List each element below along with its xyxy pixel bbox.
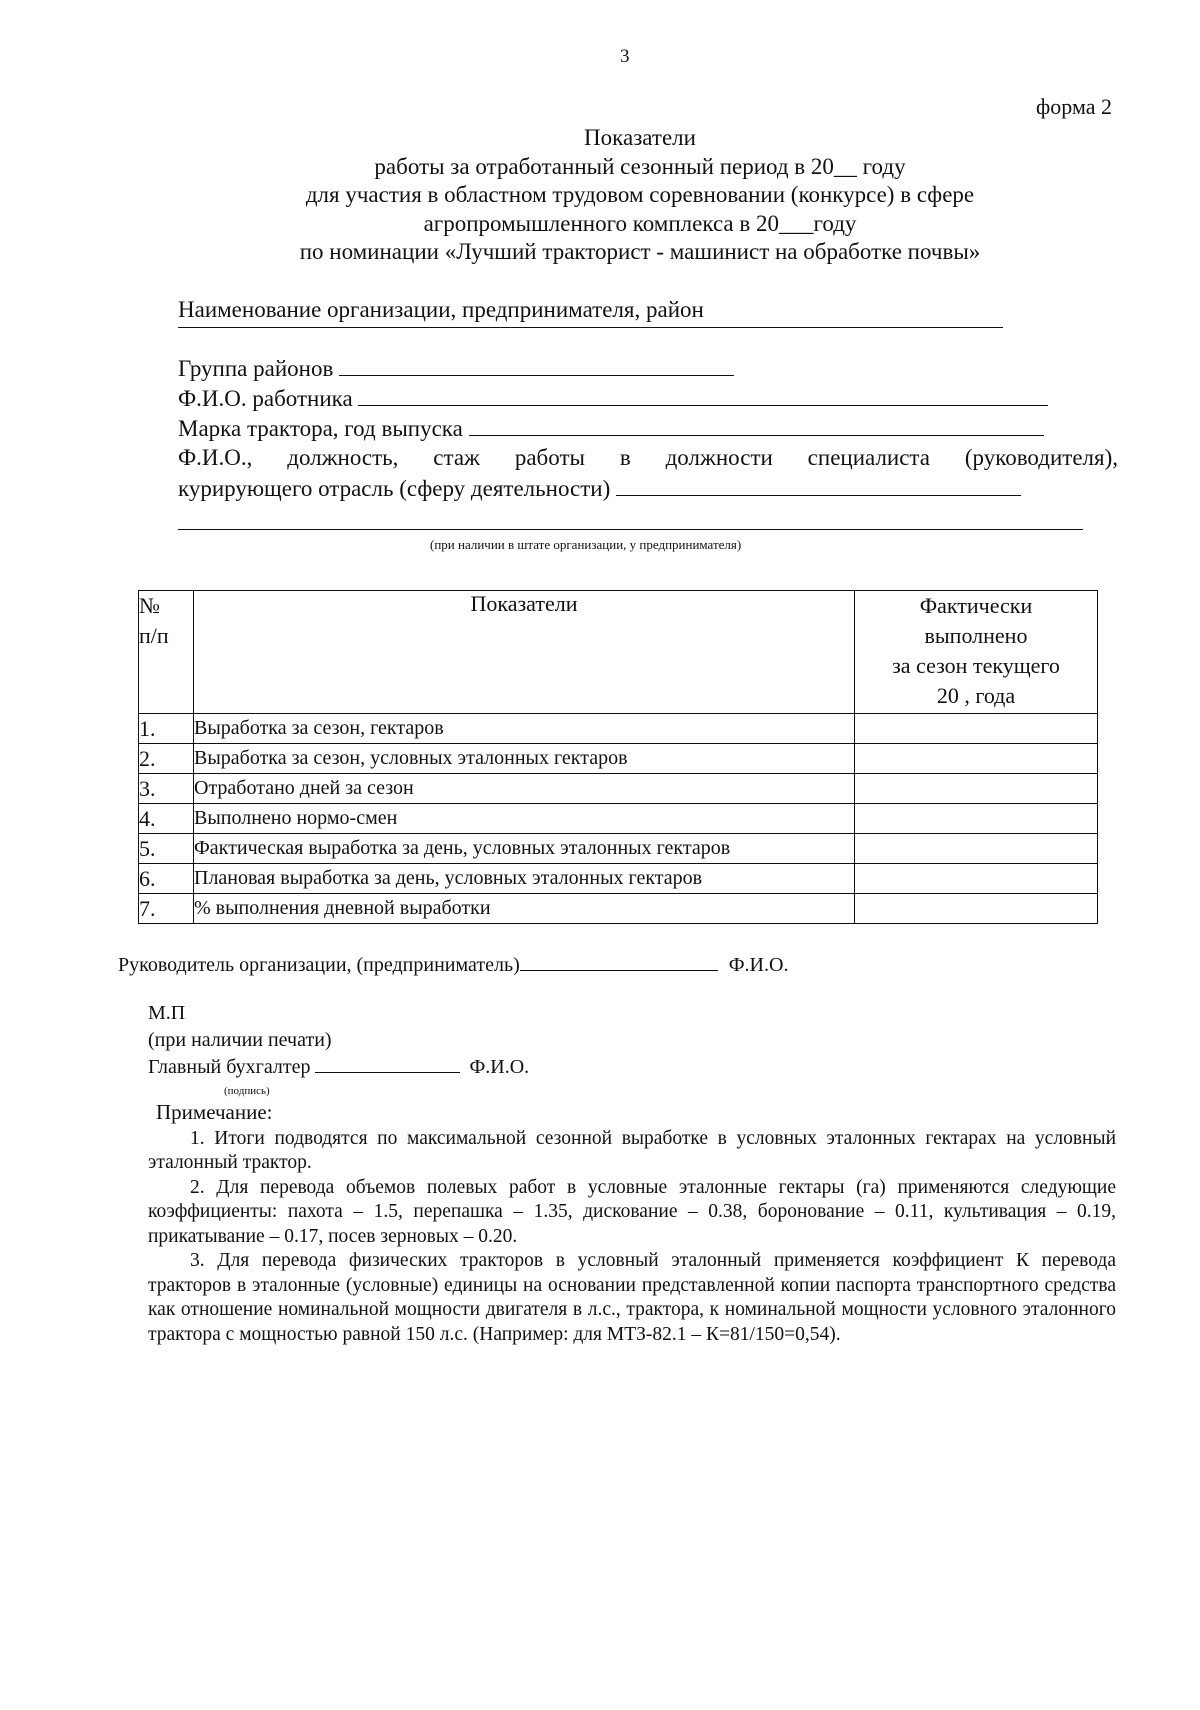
- note-item-3: 3. Для перевода физических тракторов в условный эталонный применяется коэффициент К перевода тракторов в эталонные (условные) единицы на основании представленной копии паспорта транспортного средства как отношение номинальной мощности двигателя в л.с., трактора, к номинальной мощности условного эталонного трактора с мощностью равной 150 л.с. (Например: для МТЗ-82.1 – К=81/150=0,54).: [148, 1250, 1116, 1345]
- row-number: 2.: [139, 744, 194, 774]
- district-group-label: Группа районов: [178, 356, 334, 381]
- row-number: 6.: [139, 864, 194, 894]
- column-number-header: № п/п: [139, 591, 194, 714]
- mp-label: М.П: [148, 1002, 186, 1024]
- row-indicator: Плановая выработка за день, условных эталонных гектаров: [194, 864, 855, 894]
- row-value-cell[interactable]: [855, 834, 1098, 864]
- table-header-row: [139, 591, 1098, 714]
- specialist-note: (при наличии в штате организации, у предпринимателя): [430, 537, 742, 552]
- table-row: [139, 744, 1098, 774]
- head-signature-line: [118, 952, 788, 977]
- title-line-1: Показатели: [584, 125, 696, 150]
- district-group-blank[interactable]: [339, 355, 734, 376]
- row-value-cell[interactable]: [855, 744, 1098, 774]
- head-signature-blank[interactable]: [520, 952, 718, 971]
- organization-label: Наименование организации, предпринимателя, район: [178, 297, 704, 322]
- notes-heading: Примечание:: [156, 1100, 273, 1124]
- page-number: 3: [620, 46, 630, 67]
- row-indicator: % выполнения дневной выработки: [194, 894, 855, 924]
- indicators-table: [138, 590, 1098, 924]
- row-value-cell[interactable]: [855, 714, 1098, 744]
- table-row: [139, 894, 1098, 924]
- specialist-label-line2: курирующего отрасль (сферу деятельности): [178, 476, 611, 501]
- row-value-cell[interactable]: [855, 804, 1098, 834]
- row-indicator: Выработка за сезон, гектаров: [194, 714, 855, 744]
- row-number: 1.: [139, 714, 194, 744]
- table-row: [139, 774, 1098, 804]
- row-number: 5.: [139, 834, 194, 864]
- tractor-blank[interactable]: [469, 415, 1044, 436]
- row-indicator: Выработка за сезон, условных эталонных гектаров: [194, 744, 855, 774]
- row-number: 3.: [139, 774, 194, 804]
- table-row: [139, 864, 1098, 894]
- row-value-cell[interactable]: [855, 894, 1098, 924]
- table-row: [139, 714, 1098, 744]
- row-indicator: Отработано дней за сезон: [194, 774, 855, 804]
- signature-note: (подпись): [224, 1085, 270, 1097]
- accountant-label: Главный бухгалтер: [148, 1056, 311, 1078]
- note-item-2: 2. Для перевода объемов полевых работ в условные эталонные гектары (га) применяются следующие коэффициенты: пахота – 1.5, перепашка – 1.35, дискование – 0.38, боронование – 0.11, культивация – 0.19, прикатывание – 0.17, посев зерновых – 0.20.: [148, 1176, 1116, 1247]
- worker-name-label: Ф.И.О. работника: [178, 386, 353, 411]
- column-indicator-header: Показатели: [194, 591, 855, 714]
- mp-note: (при наличии печати): [148, 1029, 332, 1051]
- row-number: 4.: [139, 804, 194, 834]
- specialist-label-line1: Ф.И.О., должность, стаж работы в должности специалиста (руководителя),: [178, 445, 1118, 470]
- notes-section: [148, 1100, 1116, 1347]
- specialist-blank-1[interactable]: [616, 475, 1021, 496]
- specialist-blank-2[interactable]: [178, 529, 1083, 530]
- row-indicator: Выполнено нормо-смен: [194, 804, 855, 834]
- worker-name-blank[interactable]: [358, 385, 1048, 406]
- table-row: [139, 834, 1098, 864]
- row-indicator: Фактическая выработка за день, условных эталонных гектаров: [194, 834, 855, 864]
- document-title: [160, 124, 1120, 267]
- title-line-2: работы за отработанный сезонный период в 20__ году: [374, 153, 906, 179]
- title-line-3: для участия в областном трудовом соревновании (конкурсе) в сфере: [305, 182, 975, 207]
- title-line-4: агропромышленного комплекса в 20___году: [423, 210, 857, 236]
- row-number: 7.: [139, 894, 194, 924]
- row-value-cell[interactable]: [855, 864, 1098, 894]
- stamp-block: [148, 1000, 530, 1097]
- organization-blank[interactable]: [178, 327, 1003, 328]
- head-fio: Ф.И.О.: [728, 954, 789, 976]
- accountant-fio: Ф.И.О.: [469, 1056, 530, 1078]
- note-item-1: 1. Итоги подводятся по максимальной сезонной выработке в условных эталонных гектарах на условный эталонный трактор.: [148, 1127, 1116, 1173]
- accountant-signature-blank[interactable]: [315, 1054, 460, 1073]
- title-line-5: по номинации «Лучший тракторист - машинист на обработке почвы»: [299, 239, 981, 264]
- column-fact-header: Фактически выполнено за сезон текущего 20 , года: [855, 591, 1098, 714]
- head-label: Руководитель организации, (предприниматель): [118, 954, 520, 976]
- row-value-cell[interactable]: [855, 774, 1098, 804]
- form-label: форма 2: [1036, 94, 1112, 119]
- table-row: [139, 804, 1098, 834]
- tractor-label: Марка трактора, год выпуска: [178, 416, 463, 441]
